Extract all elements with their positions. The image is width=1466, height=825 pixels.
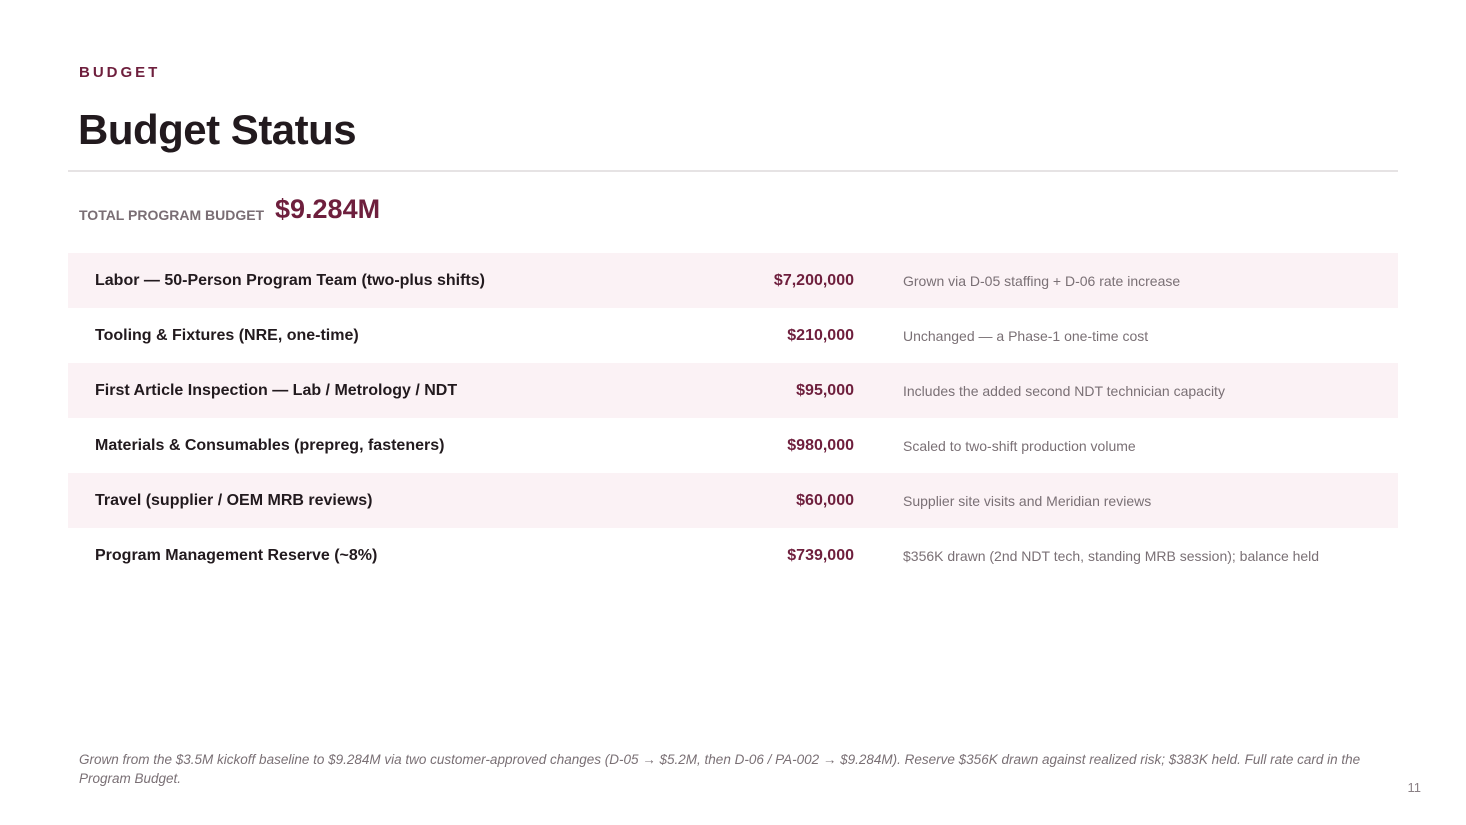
line-item-label: First Article Inspection — Lab / Metrology / NDT [95,381,458,399]
total-budget-value: $9.284M [275,194,381,224]
table-row [68,253,1398,308]
line-item-amount: $210,000 [787,326,854,344]
line-item-amount: $95,000 [796,381,854,399]
line-item-label: Tooling & Fixtures (NRE, one-time) [95,326,359,344]
line-item-label: Materials & Consumables (prepreg, fasteners) [95,436,445,454]
line-item-label: Program Management Reserve (~8%) [95,546,378,564]
line-item-label: Travel (supplier / OEM MRB reviews) [95,491,373,509]
total-budget-label: TOTAL PROGRAM BUDGET [79,207,265,223]
line-item-note: Supplier site visits and Meridian reviews [903,492,1152,509]
table-row [68,308,1398,363]
line-item-amount: $739,000 [787,546,854,564]
line-item-amount: $980,000 [787,436,854,454]
table-row [68,528,1398,583]
line-item-note: Unchanged — a Phase-1 one-time cost [903,327,1149,344]
line-item-note: Grown via D-05 staffing + D-06 rate increase [903,272,1181,289]
page-title: Budget Status [78,106,357,153]
line-item-amount: $7,200,000 [773,271,854,289]
footnote: Grown from the $3.5M kickoff baseline to $9.284M via two customer-approved changes (D-05 → $5.2M, then D-06 / PA-002 → $9.284M). Reserve $356K drawn against realized risk; $383K held. Full rate card in the Program Budget. [79,752,1361,786]
section-eyebrow: BUDGET [79,64,161,81]
line-item-label: Labor — 50-Person Program Team (two-plus shifts) [95,271,485,289]
table-row [68,473,1398,528]
line-item-note: Includes the added second NDT technician capacity [903,382,1225,399]
budget-table [68,253,1398,583]
page-number: 11 [1407,780,1421,795]
table-row [68,363,1398,418]
line-item-note: $356K drawn (2nd NDT tech, standing MRB session); balance held [903,547,1320,564]
title-divider [68,170,1398,172]
table-row [68,418,1398,473]
line-item-amount: $60,000 [796,491,854,509]
line-item-note: Scaled to two-shift production volume [903,437,1136,454]
